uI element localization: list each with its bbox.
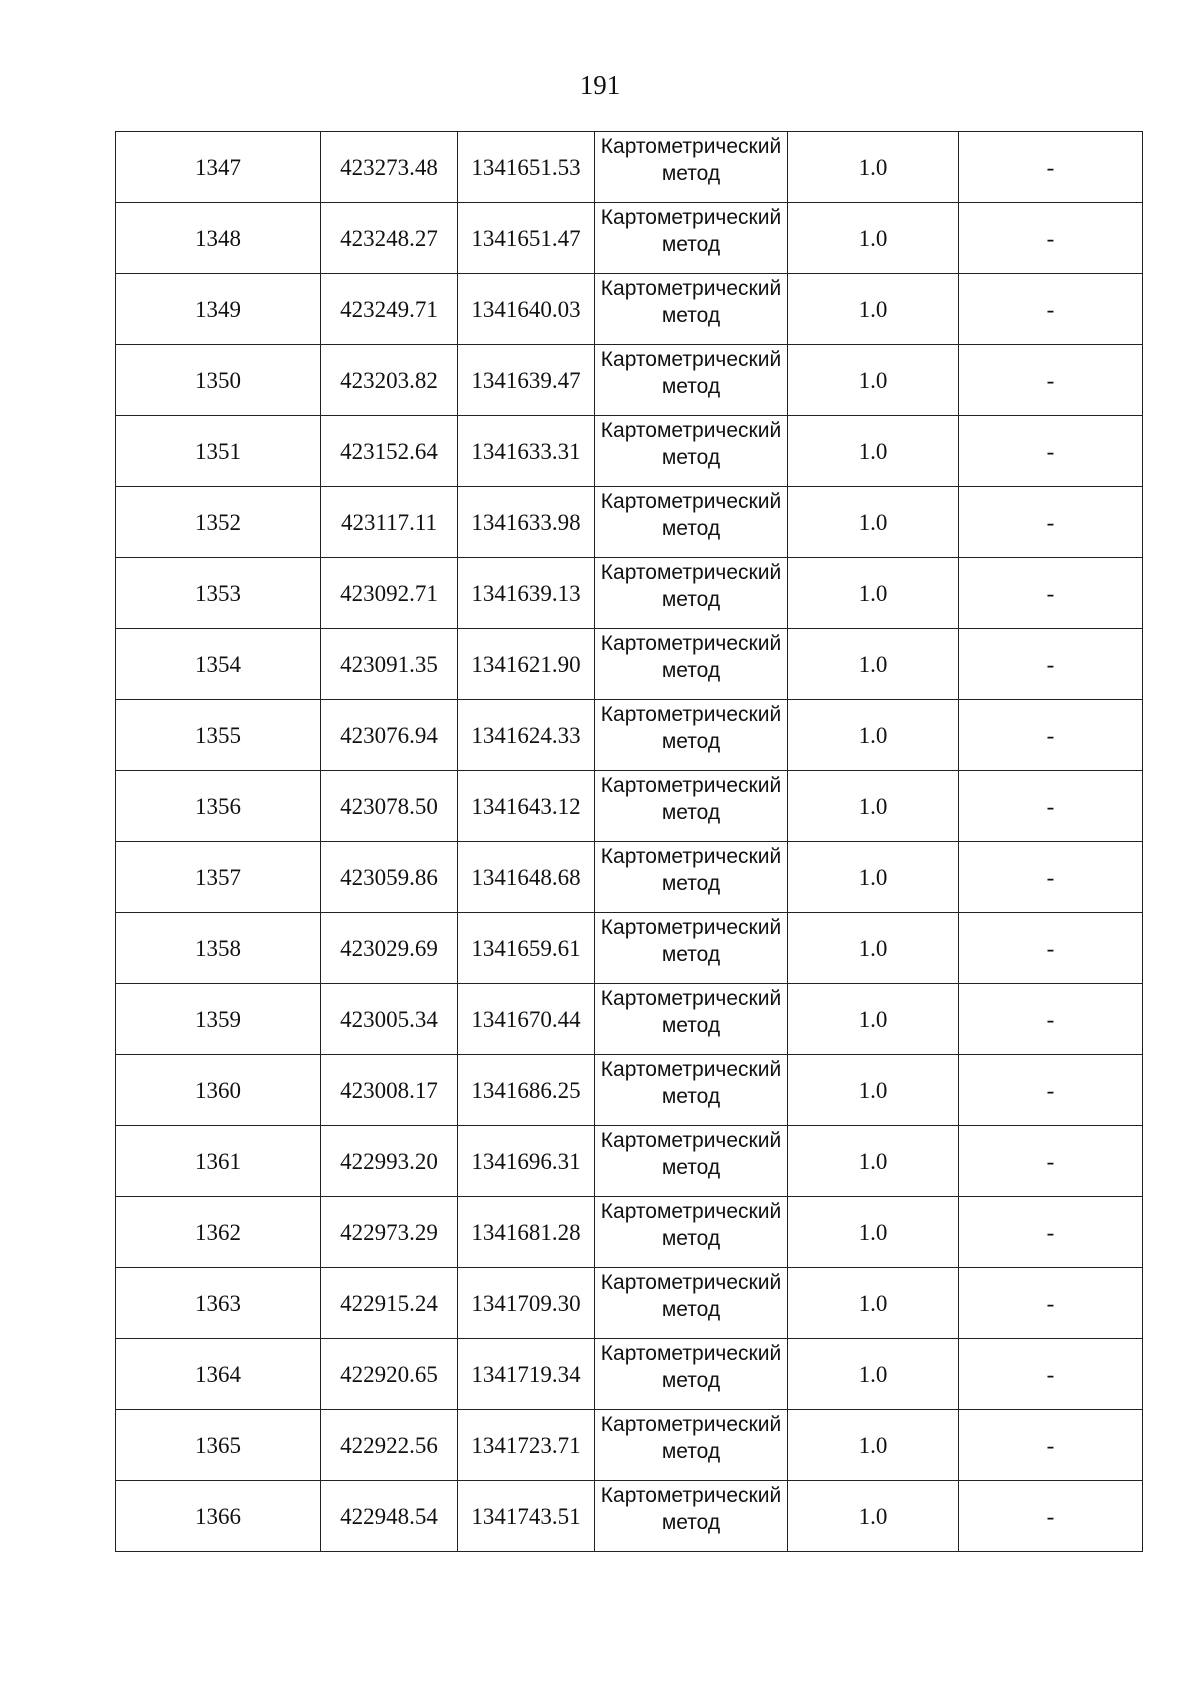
x-coordinate-cell: 423203.82 bbox=[321, 345, 458, 416]
method-line-1: Картометрический bbox=[600, 1342, 782, 1365]
accuracy-cell: 1.0 bbox=[788, 842, 959, 913]
accuracy-cell: 1.0 bbox=[788, 1197, 959, 1268]
point-number-cell: 1366 bbox=[116, 1481, 321, 1552]
point-number-cell: 1361 bbox=[116, 1126, 321, 1197]
note-cell: - bbox=[959, 1339, 1143, 1410]
x-coordinate-cell: 422948.54 bbox=[321, 1481, 458, 1552]
method-line-2: метод bbox=[661, 304, 721, 327]
method-cell bbox=[595, 1055, 788, 1126]
method-cell bbox=[595, 913, 788, 984]
method-line-1: Картометрический bbox=[600, 348, 782, 371]
method-line-1: Картометрический bbox=[600, 845, 782, 868]
method-cell bbox=[595, 274, 788, 345]
accuracy-cell: 1.0 bbox=[788, 984, 959, 1055]
point-number-cell: 1354 bbox=[116, 629, 321, 700]
y-coordinate-cell: 1341621.90 bbox=[458, 629, 595, 700]
method-cell bbox=[595, 1126, 788, 1197]
note-cell: - bbox=[959, 1126, 1143, 1197]
table-row bbox=[116, 558, 1143, 629]
x-coordinate-cell: 423005.34 bbox=[321, 984, 458, 1055]
method-line-1: Картометрический bbox=[600, 1200, 782, 1223]
method-line-1: Картометрический bbox=[600, 277, 782, 300]
method-cell bbox=[595, 345, 788, 416]
point-number-cell: 1347 bbox=[116, 132, 321, 203]
table-row bbox=[116, 274, 1143, 345]
x-coordinate-cell: 423152.64 bbox=[321, 416, 458, 487]
method-cell bbox=[595, 1197, 788, 1268]
note-cell: - bbox=[959, 842, 1143, 913]
y-coordinate-cell: 1341686.25 bbox=[458, 1055, 595, 1126]
table-row bbox=[116, 203, 1143, 274]
table-row bbox=[116, 629, 1143, 700]
x-coordinate-cell: 422920.65 bbox=[321, 1339, 458, 1410]
method-line-2: метод bbox=[661, 233, 721, 256]
point-number-cell: 1358 bbox=[116, 913, 321, 984]
note-cell: - bbox=[959, 700, 1143, 771]
table-row bbox=[116, 487, 1143, 558]
point-number-cell: 1364 bbox=[116, 1339, 321, 1410]
point-number-cell: 1351 bbox=[116, 416, 321, 487]
accuracy-cell: 1.0 bbox=[788, 487, 959, 558]
table-row bbox=[116, 1410, 1143, 1481]
note-cell: - bbox=[959, 1410, 1143, 1481]
accuracy-cell: 1.0 bbox=[788, 700, 959, 771]
note-cell: - bbox=[959, 771, 1143, 842]
method-cell bbox=[595, 1339, 788, 1410]
accuracy-cell: 1.0 bbox=[788, 1268, 959, 1339]
method-line-1: Картометрический bbox=[600, 135, 782, 158]
point-number-cell: 1349 bbox=[116, 274, 321, 345]
method-cell bbox=[595, 984, 788, 1055]
accuracy-cell: 1.0 bbox=[788, 132, 959, 203]
point-number-cell: 1353 bbox=[116, 558, 321, 629]
method-cell bbox=[595, 203, 788, 274]
accuracy-cell: 1.0 bbox=[788, 416, 959, 487]
method-line-2: метод bbox=[661, 1298, 721, 1321]
table-row bbox=[116, 984, 1143, 1055]
note-cell: - bbox=[959, 1197, 1143, 1268]
method-line-2: метод bbox=[661, 375, 721, 398]
table-row bbox=[116, 132, 1143, 203]
note-cell: - bbox=[959, 629, 1143, 700]
x-coordinate-cell: 423029.69 bbox=[321, 913, 458, 984]
point-number-cell: 1360 bbox=[116, 1055, 321, 1126]
table-row bbox=[116, 1481, 1143, 1552]
accuracy-cell: 1.0 bbox=[788, 1481, 959, 1552]
method-cell bbox=[595, 558, 788, 629]
table-row bbox=[116, 1055, 1143, 1126]
method-line-2: метод bbox=[661, 1227, 721, 1250]
table-row bbox=[116, 1268, 1143, 1339]
method-line-1: Картометрический bbox=[600, 1484, 782, 1507]
y-coordinate-cell: 1341743.51 bbox=[458, 1481, 595, 1552]
method-line-1: Картометрический bbox=[600, 774, 782, 797]
point-number-cell: 1352 bbox=[116, 487, 321, 558]
accuracy-cell: 1.0 bbox=[788, 771, 959, 842]
note-cell: - bbox=[959, 416, 1143, 487]
method-line-1: Картометрический bbox=[600, 1129, 782, 1152]
note-cell: - bbox=[959, 558, 1143, 629]
method-line-2: метод bbox=[661, 1014, 721, 1037]
y-coordinate-cell: 1341640.03 bbox=[458, 274, 595, 345]
y-coordinate-cell: 1341639.13 bbox=[458, 558, 595, 629]
y-coordinate-cell: 1341696.31 bbox=[458, 1126, 595, 1197]
x-coordinate-cell: 422922.56 bbox=[321, 1410, 458, 1481]
y-coordinate-cell: 1341643.12 bbox=[458, 771, 595, 842]
y-coordinate-cell: 1341681.28 bbox=[458, 1197, 595, 1268]
method-line-2: метод bbox=[661, 1440, 721, 1463]
method-line-1: Картометрический bbox=[600, 419, 782, 442]
method-cell bbox=[595, 132, 788, 203]
table-row bbox=[116, 913, 1143, 984]
accuracy-cell: 1.0 bbox=[788, 1410, 959, 1481]
x-coordinate-cell: 423248.27 bbox=[321, 203, 458, 274]
method-line-1: Картометрический bbox=[600, 703, 782, 726]
y-coordinate-cell: 1341719.34 bbox=[458, 1339, 595, 1410]
x-coordinate-cell: 423078.50 bbox=[321, 771, 458, 842]
table-row bbox=[116, 1197, 1143, 1268]
method-cell bbox=[595, 1481, 788, 1552]
method-line-2: метод bbox=[661, 943, 721, 966]
y-coordinate-cell: 1341651.47 bbox=[458, 203, 595, 274]
point-number-cell: 1356 bbox=[116, 771, 321, 842]
y-coordinate-cell: 1341633.98 bbox=[458, 487, 595, 558]
point-number-cell: 1348 bbox=[116, 203, 321, 274]
note-cell: - bbox=[959, 1481, 1143, 1552]
method-line-2: метод bbox=[661, 588, 721, 611]
point-number-cell: 1350 bbox=[116, 345, 321, 416]
y-coordinate-cell: 1341651.53 bbox=[458, 132, 595, 203]
y-coordinate-cell: 1341723.71 bbox=[458, 1410, 595, 1481]
point-number-cell: 1363 bbox=[116, 1268, 321, 1339]
x-coordinate-cell: 423249.71 bbox=[321, 274, 458, 345]
table-row bbox=[116, 700, 1143, 771]
method-line-2: метод bbox=[661, 1156, 721, 1179]
method-cell bbox=[595, 487, 788, 558]
x-coordinate-cell: 423091.35 bbox=[321, 629, 458, 700]
method-cell bbox=[595, 842, 788, 913]
note-cell: - bbox=[959, 345, 1143, 416]
coordinates-table-body bbox=[116, 132, 1143, 1552]
method-line-2: метод bbox=[661, 872, 721, 895]
method-line-1: Картометрический bbox=[600, 987, 782, 1010]
accuracy-cell: 1.0 bbox=[788, 558, 959, 629]
x-coordinate-cell: 423117.11 bbox=[321, 487, 458, 558]
method-cell bbox=[595, 700, 788, 771]
y-coordinate-cell: 1341633.31 bbox=[458, 416, 595, 487]
method-cell bbox=[595, 1268, 788, 1339]
table-row bbox=[116, 771, 1143, 842]
accuracy-cell: 1.0 bbox=[788, 1126, 959, 1197]
y-coordinate-cell: 1341639.47 bbox=[458, 345, 595, 416]
point-number-cell: 1362 bbox=[116, 1197, 321, 1268]
accuracy-cell: 1.0 bbox=[788, 274, 959, 345]
coordinates-table bbox=[115, 131, 1143, 1552]
x-coordinate-cell: 423008.17 bbox=[321, 1055, 458, 1126]
page-number: 191 bbox=[579, 70, 621, 100]
x-coordinate-cell: 423059.86 bbox=[321, 842, 458, 913]
method-line-1: Картометрический bbox=[600, 916, 782, 939]
method-line-1: Картометрический bbox=[600, 490, 782, 513]
note-cell: - bbox=[959, 487, 1143, 558]
method-cell bbox=[595, 416, 788, 487]
method-line-1: Картометрический bbox=[600, 206, 782, 229]
x-coordinate-cell: 422915.24 bbox=[321, 1268, 458, 1339]
accuracy-cell: 1.0 bbox=[788, 203, 959, 274]
note-cell: - bbox=[959, 1268, 1143, 1339]
point-number-cell: 1365 bbox=[116, 1410, 321, 1481]
note-cell: - bbox=[959, 913, 1143, 984]
method-line-2: метод bbox=[661, 446, 721, 469]
x-coordinate-cell: 423273.48 bbox=[321, 132, 458, 203]
x-coordinate-cell: 422993.20 bbox=[321, 1126, 458, 1197]
method-line-2: метод bbox=[661, 517, 721, 540]
table-row bbox=[116, 345, 1143, 416]
method-line-1: Картометрический bbox=[600, 1271, 782, 1294]
point-number-cell: 1359 bbox=[116, 984, 321, 1055]
method-cell bbox=[595, 629, 788, 700]
method-line-1: Картометрический bbox=[600, 1413, 782, 1436]
y-coordinate-cell: 1341659.61 bbox=[458, 913, 595, 984]
y-coordinate-cell: 1341670.44 bbox=[458, 984, 595, 1055]
point-number-cell: 1355 bbox=[116, 700, 321, 771]
accuracy-cell: 1.0 bbox=[788, 629, 959, 700]
point-number-cell: 1357 bbox=[116, 842, 321, 913]
x-coordinate-cell: 422973.29 bbox=[321, 1197, 458, 1268]
note-cell: - bbox=[959, 1055, 1143, 1126]
note-cell: - bbox=[959, 984, 1143, 1055]
x-coordinate-cell: 423076.94 bbox=[321, 700, 458, 771]
method-line-2: метод bbox=[661, 162, 721, 185]
note-cell: - bbox=[959, 203, 1143, 274]
accuracy-cell: 1.0 bbox=[788, 913, 959, 984]
table-row bbox=[116, 1339, 1143, 1410]
y-coordinate-cell: 1341648.68 bbox=[458, 842, 595, 913]
method-cell bbox=[595, 1410, 788, 1481]
y-coordinate-cell: 1341709.30 bbox=[458, 1268, 595, 1339]
table-row bbox=[116, 842, 1143, 913]
method-line-2: метод bbox=[661, 659, 721, 682]
note-cell: - bbox=[959, 132, 1143, 203]
method-line-2: метод bbox=[661, 1369, 721, 1392]
accuracy-cell: 1.0 bbox=[788, 345, 959, 416]
table-row bbox=[116, 416, 1143, 487]
method-line-1: Картометрический bbox=[600, 1058, 782, 1081]
y-coordinate-cell: 1341624.33 bbox=[458, 700, 595, 771]
note-cell: - bbox=[959, 274, 1143, 345]
table-row bbox=[116, 1126, 1143, 1197]
method-line-2: метод bbox=[661, 730, 721, 753]
method-line-1: Картометрический bbox=[600, 561, 782, 584]
method-line-2: метод bbox=[661, 1511, 721, 1534]
method-cell bbox=[595, 771, 788, 842]
method-line-2: метод bbox=[661, 801, 721, 824]
accuracy-cell: 1.0 bbox=[788, 1339, 959, 1410]
method-line-1: Картометрический bbox=[600, 632, 782, 655]
method-line-2: метод bbox=[661, 1085, 721, 1108]
accuracy-cell: 1.0 bbox=[788, 1055, 959, 1126]
x-coordinate-cell: 423092.71 bbox=[321, 558, 458, 629]
